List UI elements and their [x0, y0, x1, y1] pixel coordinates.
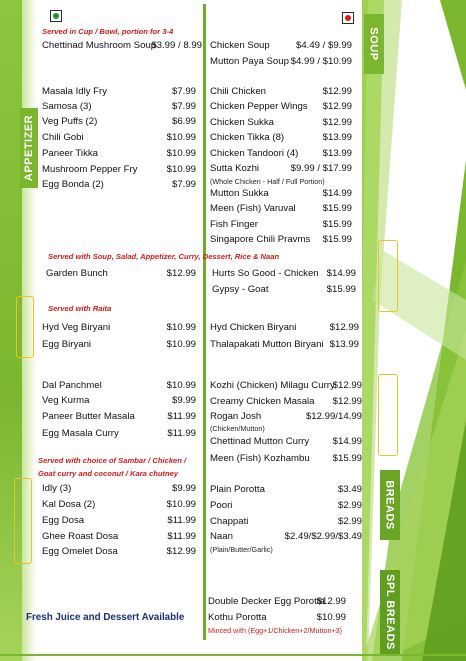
note-rogan-josh: (Chicken/Mutton)	[210, 424, 265, 433]
column-divider	[203, 4, 206, 640]
bracket-left-biryani	[16, 296, 34, 358]
tab-soup-label: SOUP	[368, 27, 380, 61]
bracket-right-combo	[378, 240, 398, 312]
veg-symbol-icon	[50, 10, 62, 22]
bracket-right-curry	[378, 374, 398, 456]
note-sambar-line2: Goat curry and coconut / Kara chutney	[38, 469, 179, 478]
note-kothu: Minced with (Egg+1/Chicken+2/Mutton+3)	[208, 626, 343, 635]
nonveg-symbol-icon	[342, 12, 354, 24]
note-raita: Served with Raita	[48, 304, 112, 313]
footer-note: Fresh Juice and Dessert Available	[26, 612, 185, 623]
tab-spl-breads-label: SPL BREADS	[384, 574, 397, 650]
tab-appetizer-label: APPETIZER	[23, 114, 36, 182]
tab-breads	[380, 470, 400, 540]
tab-breads-label: BREADS	[384, 480, 397, 530]
note-sutta-kozhi: (Whole Chicken - Half / Full Portion)	[210, 177, 325, 186]
note-naan: (Plain/Butter/Garlic)	[210, 545, 273, 554]
right-green-decor	[362, 0, 466, 661]
note-combo: Served with Soup, Salad, Appetizer, Curry, Dessert, Rice & Naan	[48, 252, 280, 261]
tab-appetizer	[20, 108, 38, 188]
tab-soup	[364, 14, 384, 74]
bottom-green-line	[0, 654, 466, 656]
note-sambar-line1: Served with choice of Sambar / Chicken /	[38, 456, 187, 465]
tab-spl-breads	[380, 570, 400, 654]
note-soup: Served in Cup / Bowl, portion for 3-4	[42, 27, 174, 36]
bracket-left-tiffin	[14, 478, 32, 564]
